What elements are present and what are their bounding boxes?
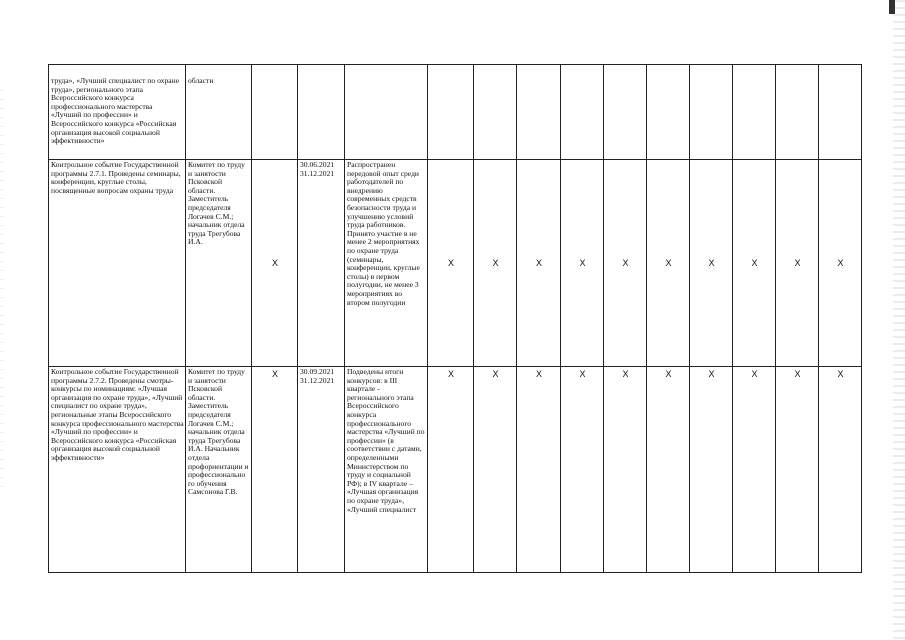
mark-cell — [647, 65, 690, 160]
responsible-text: Комитет по труду и занятости Псковской области. Заместитель председателя Логачев С.М.; начальник отдела труда Трегубова И.А. — [188, 160, 245, 247]
mark-cell: X — [561, 367, 604, 573]
mark-cell — [604, 65, 647, 160]
dates-cell — [298, 160, 345, 367]
responsible-cell — [186, 160, 252, 367]
result-cell — [345, 160, 428, 367]
mark-cell — [252, 65, 298, 160]
mark-cell: X — [517, 160, 561, 367]
scan-artifact-right — [893, 0, 905, 640]
responsible-cell — [186, 367, 252, 573]
mark-cell: X — [517, 367, 561, 573]
mark-cell: X — [428, 160, 474, 367]
mark-cell: X — [690, 367, 733, 573]
scan-artifact-left — [0, 90, 4, 490]
event-cell — [49, 160, 186, 367]
mark-cell — [819, 65, 862, 160]
mark-cell: X — [776, 367, 819, 573]
event-text: Контрольное событие Государственной программы 2.7.1. Проведены семинары, конференции, круглые столы, посвященные вопросам охраны труда — [51, 160, 181, 195]
table-row — [49, 160, 862, 367]
responsible-cell — [186, 65, 252, 160]
mark-cell: X — [474, 367, 517, 573]
mark-cell — [690, 65, 733, 160]
mark-cell: X — [819, 367, 862, 573]
event-cell — [49, 367, 186, 573]
mark-cell — [561, 65, 604, 160]
mark-cell: X — [733, 160, 776, 367]
mark-cell — [733, 65, 776, 160]
mark-cell: X — [690, 160, 733, 367]
table-row — [49, 367, 862, 573]
dates-cell — [298, 65, 345, 160]
mark-cell: X — [647, 160, 690, 367]
dates-text: 30.09.2021 31.12.2021 — [300, 367, 335, 385]
table-row — [49, 65, 862, 160]
mark-cell: X — [647, 367, 690, 573]
mark-cell: X — [604, 160, 647, 367]
event-text: труда», «Лучший специалист по охране труда», регионального этапа Всероссийского конкурса профессионального мастерства «Лучший по профессии» и Всероссийского конкурса «Российская организация высокой социальной эффективности» — [51, 76, 180, 146]
mark-cell — [428, 65, 474, 160]
program-events-table — [48, 64, 862, 573]
responsible-text: области — [188, 76, 214, 85]
event-text: Контрольное событие Государственной программы 2.7.2. Проведены смотры-конкурсы по номинациям: «Лучшая организация по охране труда», «Лучший специалист по охране труда», региональные этапы Всероссийского конкурса профессионального мастерства «Лучший по профессии» и Всероссийского конкурса «Российская организация высокой социальной эффективности» — [51, 367, 184, 462]
dates-text: 30.06.2021 31.12.2021 — [300, 160, 335, 178]
dates-cell — [298, 367, 345, 573]
mark-cell: X — [733, 367, 776, 573]
mark-cell: X — [819, 160, 862, 367]
mark-cell: X — [428, 367, 474, 573]
mark-cell: X — [604, 367, 647, 573]
mark-cell: X — [561, 160, 604, 367]
mark-cell: X — [252, 367, 298, 573]
event-cell — [49, 65, 186, 160]
result-cell — [345, 367, 428, 573]
responsible-text: Комитет по труду и занятости Псковской области. Заместитель председателя Логачев С.М.; начальник отдела труда Трегубова И.А. Начальник отдела профориентации и профессионально го обучения Самсонова Г.В. — [188, 367, 249, 497]
mark-cell — [776, 65, 819, 160]
result-cell — [345, 65, 428, 160]
mark-cell: X — [474, 160, 517, 367]
scan-artifact-top — [889, 0, 895, 14]
mark-cell: X — [776, 160, 819, 367]
mark-cell — [517, 65, 561, 160]
mark-cell: X — [252, 160, 298, 367]
result-text: Подведены итоги конкурсов: в III квартале - регионального этапа Всероссийского конкурса профессионального мастерства «Лучший по профессии» (в соответствии с датами, определенными Министерством по труду и социальной РФ); в IV квартале – «Лучшая организация по охране труда», «Лучший специалист — [347, 367, 425, 514]
result-text: Распространен передовой опыт среди работодателей по внедрению современных средств безопасности труда и улучшению условий труда работников. Принято участие в не менее 2 мероприятиях по охране труда (семинары, конференции, круглые столы) в первом полугодии, не менее 3 мероприятиях во втором полугодии — [347, 160, 420, 307]
mark-cell — [474, 65, 517, 160]
